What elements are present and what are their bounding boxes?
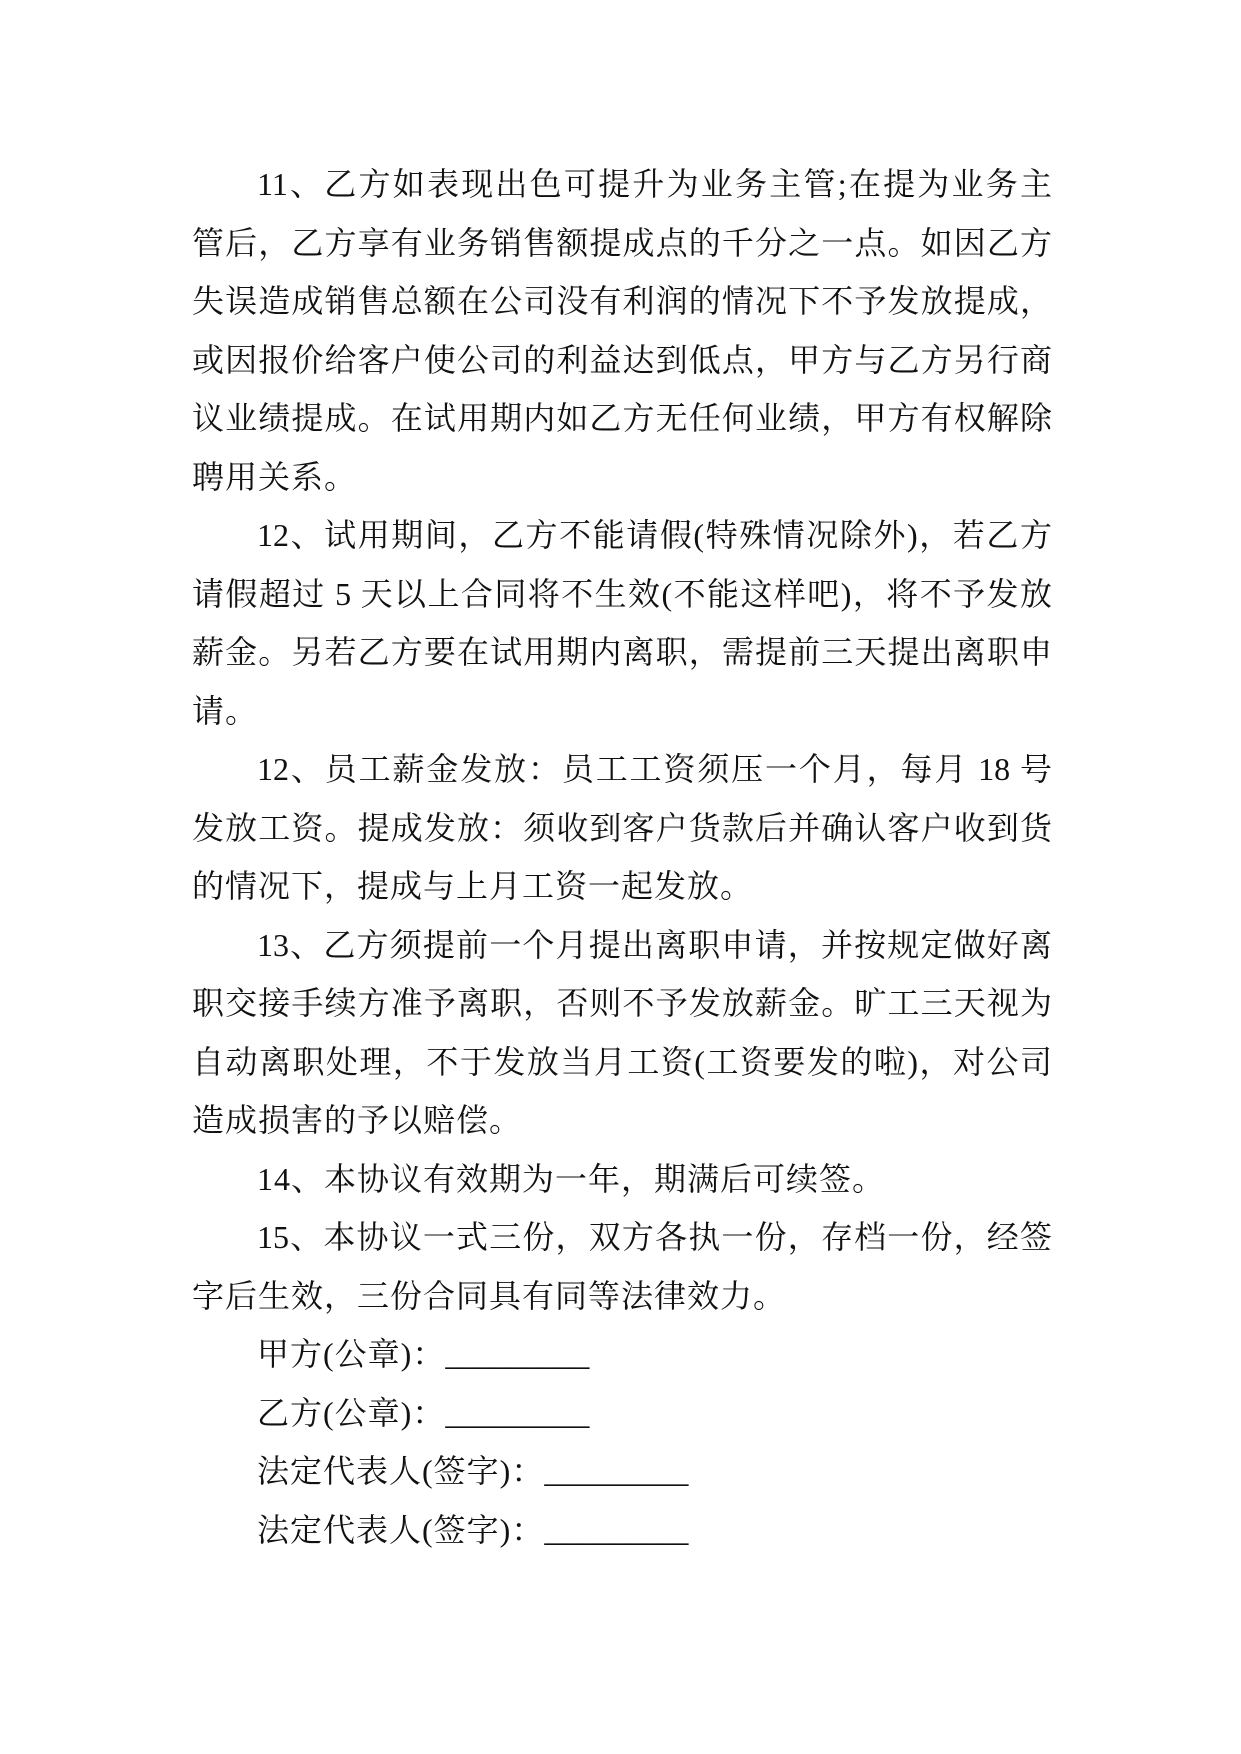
clause-12-salary-payment <box>192 740 1052 916</box>
text-line: 职交接手续方准予离职，否则不予发放薪金。旷工三天视为 <box>192 985 1052 1021</box>
signature-label: 乙方(公章)： <box>257 1394 446 1431</box>
signature-label: 甲方(公章)： <box>257 1336 446 1372</box>
text-line: 聘用关系。 <box>192 458 358 495</box>
signature-blank: _________ <box>445 1336 590 1372</box>
signature-legal-rep-1 <box>192 1442 1052 1501</box>
document-body <box>192 155 1052 1559</box>
signature-blank: _________ <box>544 1511 689 1548</box>
text-line: 造成损害的予以赔偿。 <box>192 1102 523 1138</box>
text-line: 字后生效，三份合同具有同等法律效力。 <box>192 1277 787 1314</box>
text-line: 发放工资。提成发放：须收到客户货款后并确认客户收到货 <box>192 809 1052 846</box>
signature-blank: _________ <box>445 1394 590 1431</box>
signature-block <box>192 1325 1052 1559</box>
text-line: 管后，乙方享有业务销售额提成点的千分之一点。如因乙方 <box>192 224 1052 261</box>
clause-15-copies <box>192 1208 1052 1325</box>
text-line: 自动离职处理，不于发放当月工资(工资要发的啦)，对公司 <box>192 1043 1052 1080</box>
signature-label: 法定代表人(签字)： <box>257 1453 545 1489</box>
text-line: 13、乙方须提前一个月提出离职申请，并按规定做好离 <box>257 926 1052 963</box>
signature-label: 法定代表人(签字)： <box>257 1511 545 1548</box>
text-line: 议业绩提成。在试用期内如乙方无任何业绩，甲方有权解除 <box>192 400 1052 436</box>
text-line: 薪金。另若乙方要在试用期内离职，需提前三天提出离职申 <box>192 634 1052 670</box>
signature-legal-rep-2 <box>192 1501 1052 1560</box>
text-line: 12、试用期间，乙方不能请假(特殊情况除外)，若乙方 <box>257 517 1052 553</box>
text-line: 的情况下，提成与上月工资一起发放。 <box>192 868 754 904</box>
clause-13-resignation <box>192 916 1052 1150</box>
text-line: 12、员工薪金发放：员工工资须压一个月，每月 18 号 <box>257 751 1052 787</box>
clause-12-probation-leave <box>192 506 1052 740</box>
text-line: 请假超过 5 天以上合同将不生效(不能这样吧)，将不予发放 <box>192 575 1052 612</box>
signature-party-b <box>192 1384 1052 1443</box>
text-line: 或因报价给客户使公司的利益达到低点，甲方与乙方另行商 <box>192 341 1052 378</box>
text-line: 15、本协议一式三份，双方各执一份，存档一份，经签 <box>257 1219 1052 1255</box>
text-line: 11、乙方如表现出色可提升为业务主管;在提为业务主 <box>257 166 1052 202</box>
signature-party-a <box>192 1325 1052 1384</box>
text-line: 14、本协议有效期为一年，期满后可续签。 <box>257 1160 886 1197</box>
signature-blank: _________ <box>544 1453 689 1489</box>
clause-11-promotion <box>192 155 1052 506</box>
clause-14-validity <box>192 1150 1052 1209</box>
text-line: 失误造成销售总额在公司没有利润的情况下不予发放提成， <box>192 283 1052 319</box>
text-line: 请。 <box>192 692 259 729</box>
